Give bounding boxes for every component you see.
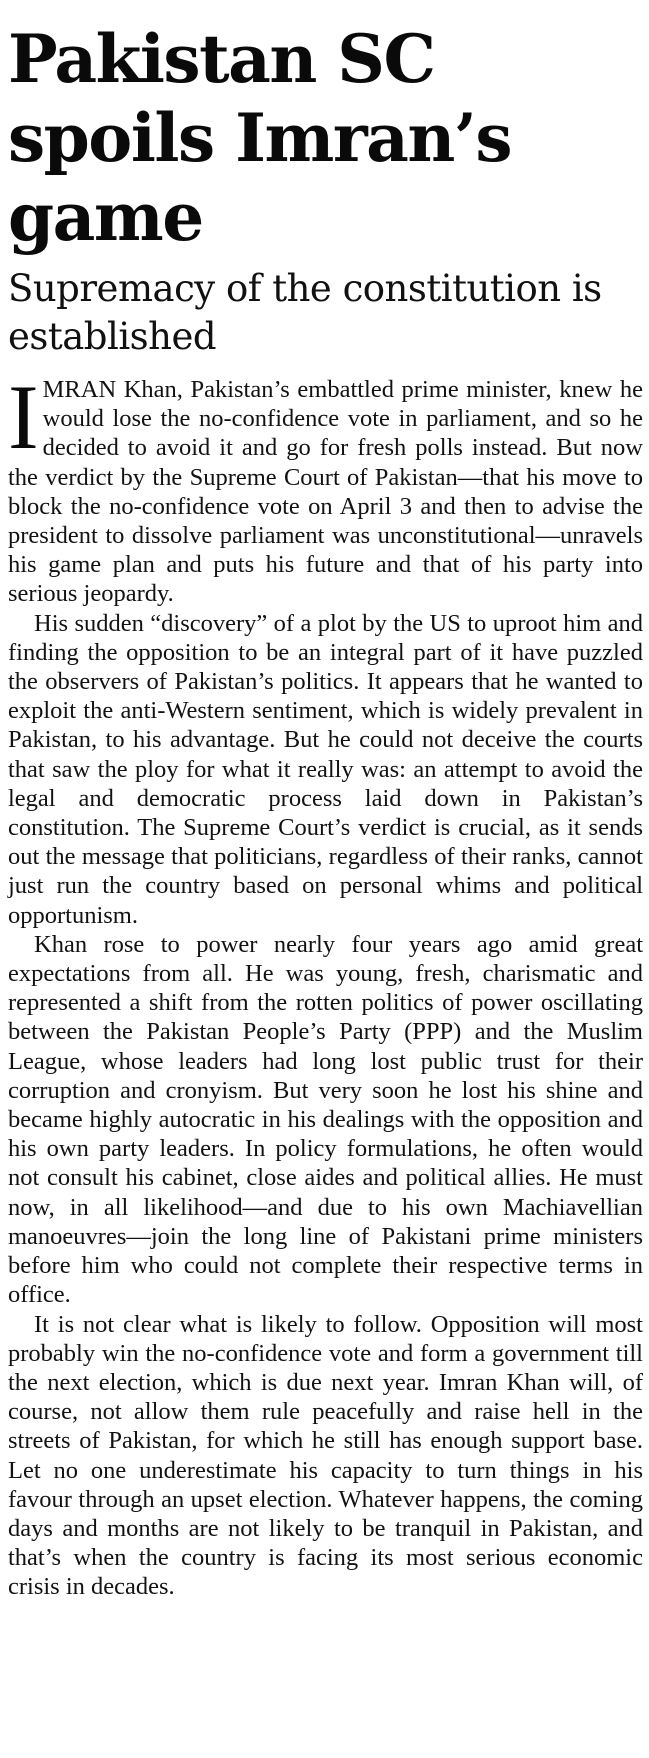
article xyxy=(8,0,643,1602)
paragraph-4: It is not clear what is likely to follow. Opposition will most probably win the no-confidence vote and form a government till the next election, which is due next year. Imran Khan will, of course, not allow them rule peacefully and raise hell in the streets of Pakistan, for which he still has enough support base. Let no one underestimate his capacity to turn things in his favour through an upset election. Whatever happens, the coming days and months are not likely to be tranquil in Pakistan, and that’s when the country is facing its most serious economic crisis in decades. xyxy=(8,1310,643,1601)
subheadline: Supremacy of the constitution is established xyxy=(8,267,602,358)
article-body xyxy=(8,366,643,1602)
headline: Pakistan SC spoils Imran’s game xyxy=(8,20,511,256)
paragraph-2: His sudden “discovery” of a plot by the US to uproot him and finding the opposition to be an integral part of it have puzzled the observers of Pakistan’s politics. It appears that he wanted to exploit the anti-Western sentiment, which is widely prevalent in Pakistan, to his advantage. But he could not deceive the courts that saw the ploy for what it really was: an attempt to avoid the legal and democratic process laid down in Pakistan’s constitution. The Supreme Court’s verdict is crucial, as it sends out the message that politicians, regardless of their ranks, cannot just run the country based on personal whims and political opportunism. xyxy=(8,609,643,929)
paragraph-1-text: MRAN Khan, Pakistan’s embattled prime minister, knew he would lose the no-confidence vote in parliament, and so he decided to avoid it and go for fresh polls instead. But now the verdict by the Supreme Court of Pakistan—that his move to block the no-confidence vote on April 3 and then to advise the president to dissolve parliament was unconstitutional—unravels his game plan and puts his future and that of his party into serious jeopardy. xyxy=(8,376,643,608)
paragraph-1 xyxy=(8,366,643,609)
paragraph-3: Khan rose to power nearly four years ago amid great expectations from all. He was young, fresh, charismatic and represented a shift from the rotten politics of power oscillating between the Pakistan People’s Party (PPP) and the Muslim League, whose leaders had long lost public trust for their corruption and cronyism. But very soon he lost his shine and became highly autocratic in his dealings with the opposition and his own party leaders. In policy formulations, he often would not consult his cabinet, close aides and political allies. He must now, in all likelihood—and due to his own Machiavellian manoeuvres—join the long line of Pakistani prime ministers before him who could not complete their respective terms in office. xyxy=(8,930,643,1309)
drop-cap: I xyxy=(8,366,39,468)
